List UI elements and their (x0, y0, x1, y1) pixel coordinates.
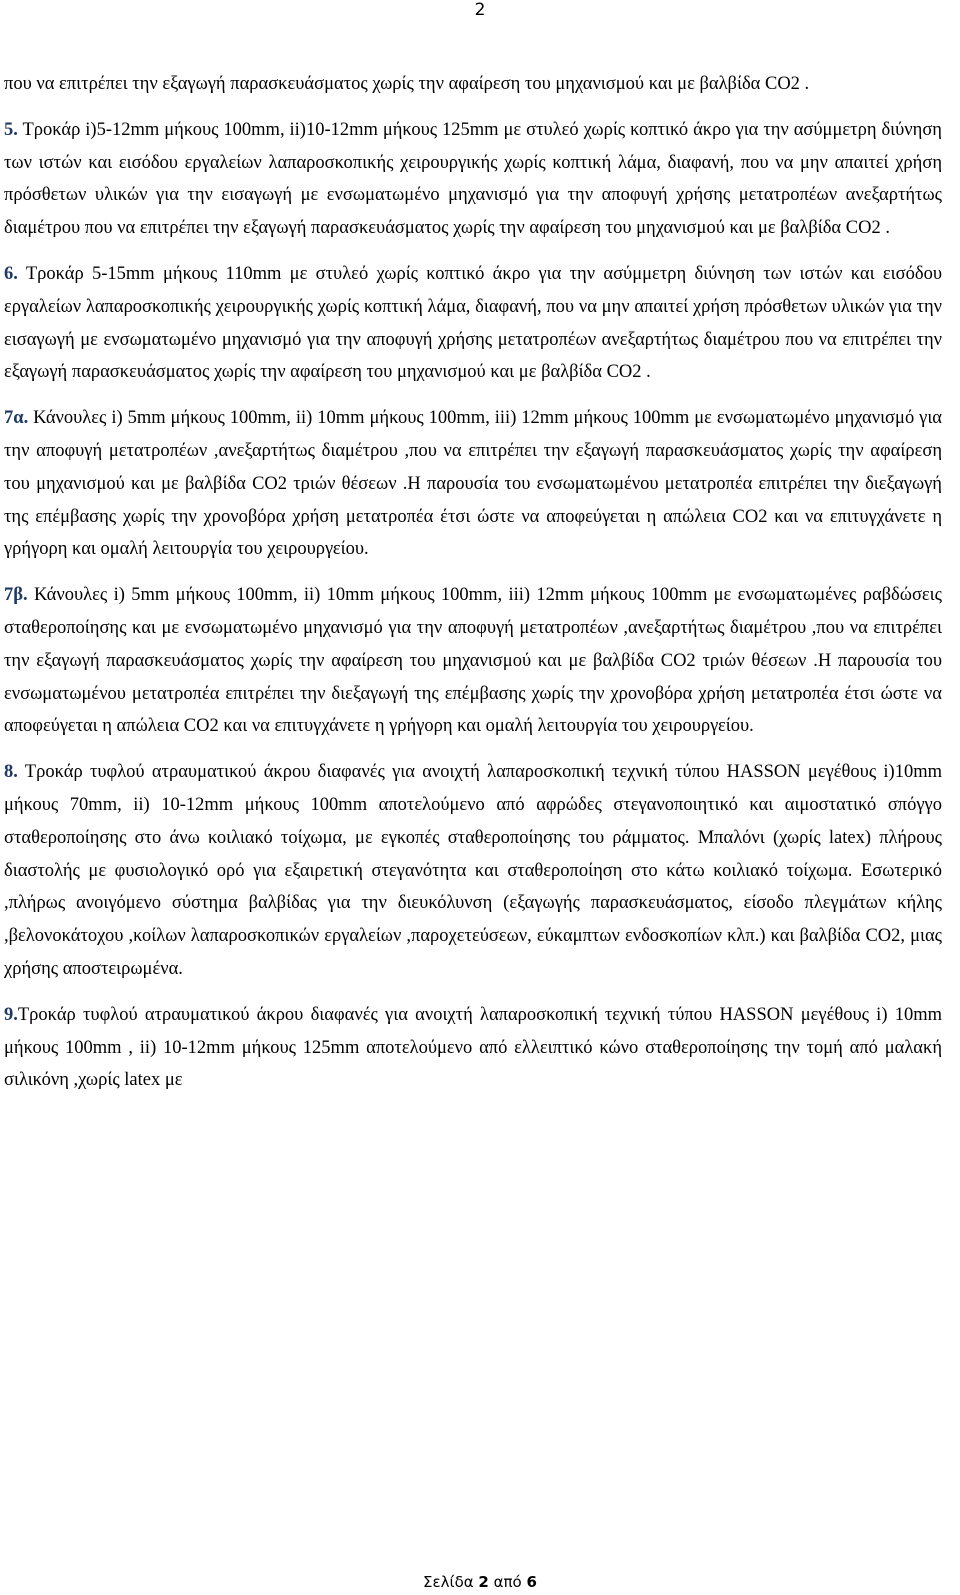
item-number: 9. (4, 1004, 18, 1025)
paragraph-text: που να επιτρέπει την εξαγωγή παρασκευάσματος χωρίς την αφαίρεση του μηχανισμού και με βαλβίδα CO2 . (4, 74, 810, 94)
paragraph-continuation (4, 68, 942, 101)
item-number: 6. (4, 263, 18, 284)
paragraph-text: Κάνουλες i) 5mm μήκους 100mm, ii) 10mm μήκους 100mm, iii) 12mm μήκους 100mm με ενσωματωμένες ραβδώσεις σταθεροποίησης και με ενσωματωμένο μηχανισμό για την αποφυγή μετατροπέων ,ανεξαρτήτως διαμέτρου ,που να επιτρέπει την εξαγωγή παρασκευάσματος χωρίς την αφαίρεση του μηχανισμού και με βαλβίδα CO2 τριών θέσεων .Η παρουσία του ενσωματωμένου μετατροπέα επιτρέπει την διεξαγωγή της επέμβασης χωρίς την χρονοβόρα χρήση μετατροπέα έτσι ώστε να αποφεύγεται η απώλεια CO2 και να επιτυγχάνετε η γρήγορη και ομαλή λειτουργία του χειρουργείου. (4, 585, 942, 737)
paragraph-item-8 (4, 756, 942, 986)
footer-total-pages: 6 (526, 1573, 537, 1591)
item-number: 7β. (4, 585, 28, 606)
page-number: 2 (474, 0, 486, 20)
item-number: 5. (4, 119, 18, 140)
paragraph-text: Τροκάρ τυφλού ατραυματικού άκρου διαφανές για ανοιχτή λαπαροσκοπική τεχνική τύπου HASSON μεγέθους i)10mm μήκους 70mm, ii) 10-12mm μήκους 100mm αποτελούμενο από αφρώδες στεγανοποιητικό και αιμοστατικό σπόγγο σταθεροποίησης στο άνω κοιλιακό τοίχωμα, με εγκοπές σταθεροποίησης του ράμματος. Μπαλόνι (χωρίς latex) πλήρους διαστολής με φυσιολογικό ορό για εξαιρετική στεγανότητα και σταθεροποίηση στο κάτω κοιλιακό τοίχωμα. Εσωτερικό ,πλήρως ανοιγόμενο σύστημα βαλβίδας για την διευκόλυνση (εξαγωγής παρασκευάσματος, είσοδο πλεγμάτων κήλης ,βελονοκάτοχου ,κοίλων λαπαροσκοπικών εργαλείων ,παροχετεύσεων, εύκαμπτων ενδοσκοπίων κλπ.) και βαλβίδα CO2, μιας χρήσης αποστειρωμένα. (4, 762, 942, 979)
item-number: 8. (4, 762, 18, 783)
footer-of: από (493, 1573, 522, 1591)
paragraph-text: Τροκάρ τυφλού ατραυματικού άκρου διαφανές για ανοιχτή λαπαροσκοπική τεχνική τύπου HASSON μεγέθους i) 10mm μήκους 100mm , ii) 10-12mm μήκους 125mm αποτελούμενο από ελλειπτικό κώνο σταθεροποίησης την τομή από μαλακή σιλικόνη ,χωρίς latex με (4, 1004, 942, 1091)
paragraph-item-6 (4, 258, 942, 389)
paragraph-item-7a (4, 402, 942, 566)
paragraph-item-5 (4, 114, 942, 245)
footer-current-page: 2 (478, 1573, 489, 1591)
paragraph-text: Τροκάρ 5-15mm μήκους 110mm με στυλεό χωρίς κοπτικό άκρο για την ασύμμετρη διύνηση των ιστών και εισόδου εργαλείων λαπαροσκοπικής χειρουργικής χωρίς κοπτική λάμα, διαφανή, που να μην απαιτεί χρήση πρόσθετων υλικών για την εισαγωγή με ενσωματωμένο μηχανισμό για την αποφυγή χρήσης μετατροπέων ανεξαρτήτως διαμέτρου που να επιτρέπει την εξαγωγή παρασκευάσματος χωρίς την αφαίρεση του μηχανισμού και με βαλβίδα CO2 . (4, 263, 942, 383)
paragraph-text: Κάνουλες i) 5mm μήκους 100mm, ii) 10mm μήκους 100mm, iii) 12mm μήκους 100mm με ενσωματωμένο μηχανισμό για την αποφυγή μετατροπέων ,ανεξαρτήτως διαμέτρου ,που να επιτρέπει την εξαγωγή παρασκευάσματος χωρίς την αφαίρεση του μηχανισμού και με βαλβίδα CO2 τριών θέσεων .Η παρουσία του ενσωματωμένου μετατροπέα επιτρέπει την διεξαγωγή της επέμβασης χωρίς την χρονοβόρα χρήση μετατροπέα έτσι ώστε να αποφεύγεται η απώλεια CO2 και να επιτυγχάνετε η γρήγορη και ομαλή λειτουργία του χειρουργείου. (4, 408, 942, 560)
item-number: 7α. (4, 408, 29, 429)
page-footer (0, 1573, 960, 1591)
footer-label: Σελίδα (423, 1573, 474, 1591)
paragraph-text: Τροκάρ i)5-12mm μήκους 100mm, ii)10-12mm μήκους 125mm με στυλεό χωρίς κοπτικό άκρο για την ασύμμετρη διύνηση των ιστών και εισόδου εργαλείων λαπαροσκοπικής χειρουργικής χωρίς κοπτική λάμα, διαφανή, που να μην απαιτεί χρήση πρόσθετων υλικών για την εισαγωγή με ενσωματωμένο μηχανισμό για την αποφυγή χρήσης μετατροπέων ανεξαρτήτως διαμέτρου που να επιτρέπει την εξαγωγή παρασκευάσματος χωρίς την αφαίρεση του μηχανισμού και με βαλβίδα CO2 . (4, 119, 942, 239)
paragraph-item-9 (4, 999, 942, 1097)
document-body (4, 68, 942, 1097)
paragraph-item-7b (4, 579, 942, 743)
